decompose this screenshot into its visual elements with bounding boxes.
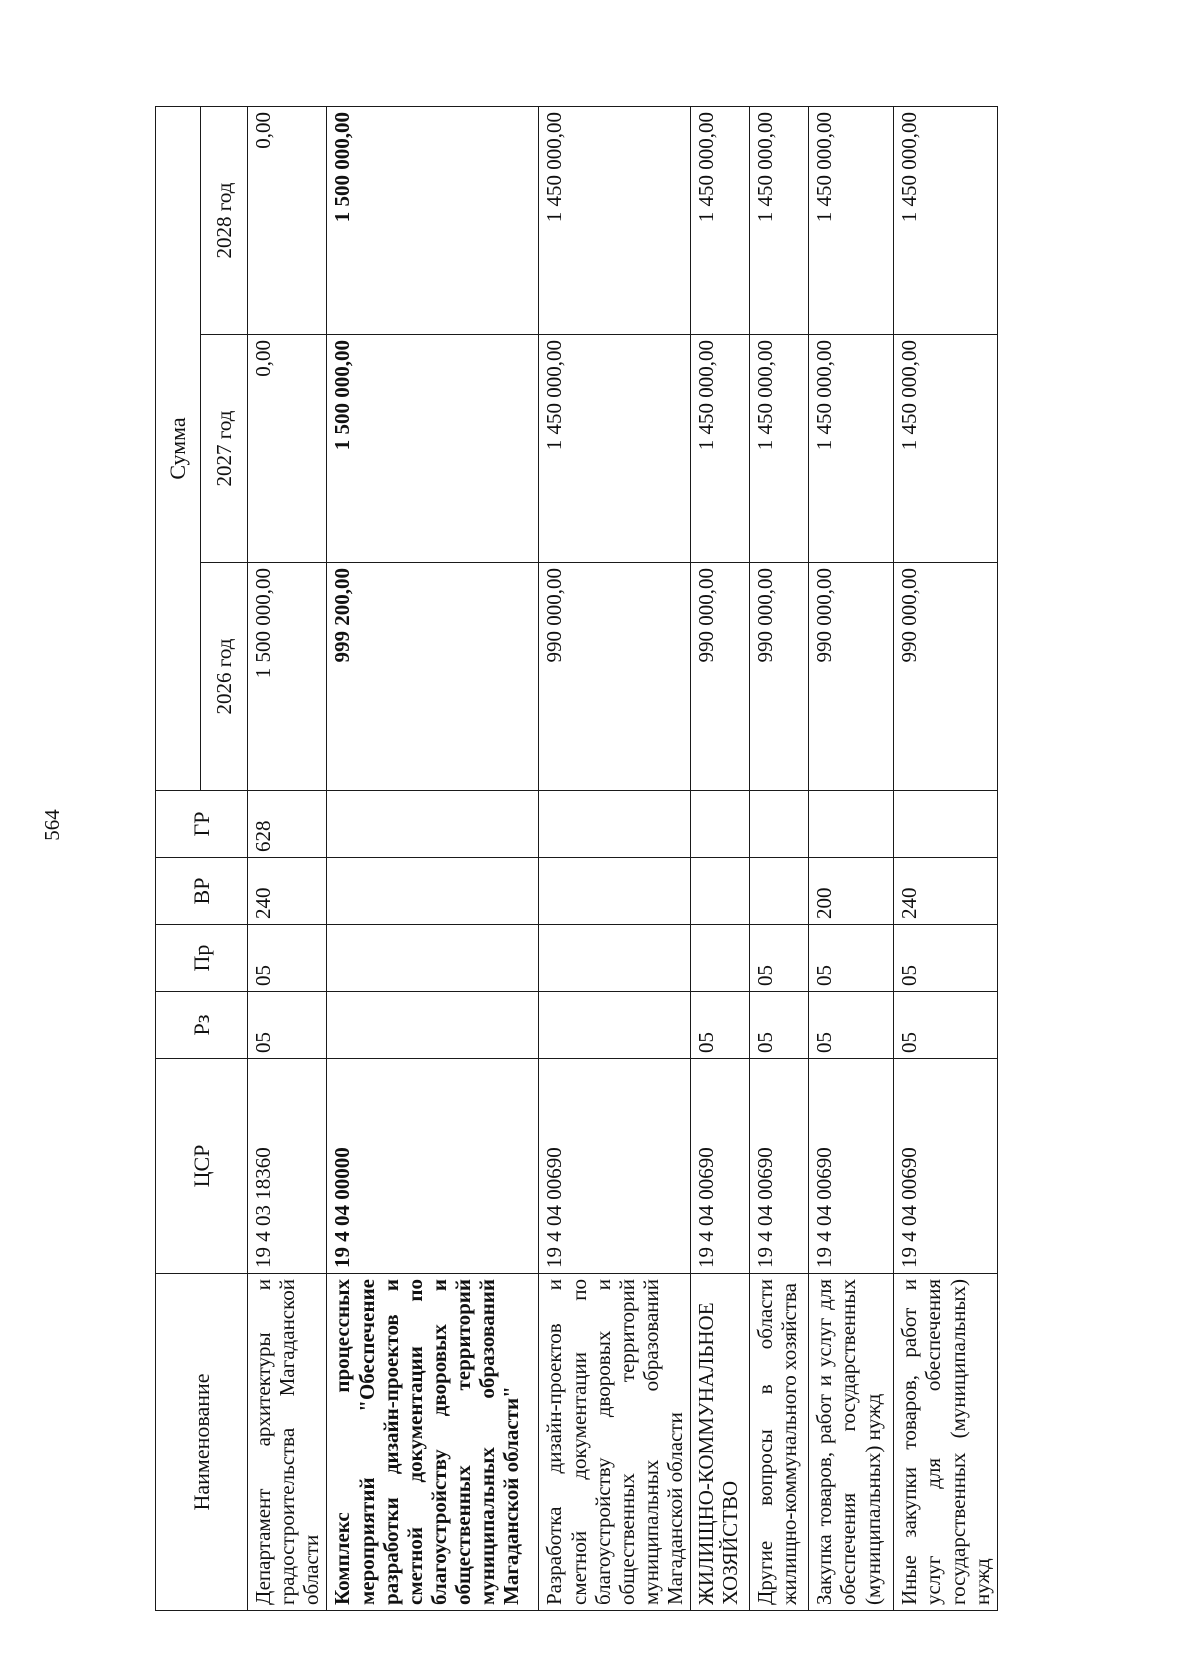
cell-sum-2028: 0,00 [248,106,327,334]
cell-sum-2026: 990 000,00 [894,563,998,791]
cell-csr: 19 4 04 00690 [809,1059,894,1274]
cell-pr [327,925,539,992]
cell-sum-2026: 1 500 000,00 [248,563,327,791]
cell-sum-2027: 1 500 000,00 [327,335,539,563]
header-year-2027: 2027 год [201,335,248,563]
cell-gr: 628 [248,791,327,858]
table-row [248,106,327,1610]
cell-sum-2027: 1 450 000,00 [539,335,691,563]
cell-vr: 200 [809,858,894,925]
cell-rz: 05 [750,992,809,1059]
page-number: 564 [40,809,64,841]
cell-csr: 19 4 04 00000 [327,1059,539,1274]
table-header [156,106,248,1610]
table-row [750,106,809,1610]
cell-sum-2028: 1 450 000,00 [691,106,750,334]
table-row [539,106,691,1610]
cell-vr: 240 [894,858,998,925]
cell-vr [750,858,809,925]
cell-vr [539,858,691,925]
cell-pr: 05 [248,925,327,992]
cell-rz [327,992,539,1059]
cell-sum-2027: 1 450 000,00 [750,335,809,563]
header-csr: ЦСР [156,1059,248,1274]
header-rz: Рз [156,992,248,1059]
cell-sum-2027: 1 450 000,00 [691,335,750,563]
cell-sum-2026: 999 200,00 [327,563,539,791]
header-year-2026: 2026 год [201,563,248,791]
cell-name: Иные закупки товаров, работ и услуг для обеспечения государственных (муниципальных) нужд [894,1274,998,1611]
header-gr: ГР [156,791,248,858]
cell-name: Разработка дизайн-проектов и сметной документации по благоустройству дворовых и общественных территорий муниципальных образований Магаданской области [539,1274,691,1611]
cell-vr: 240 [248,858,327,925]
cell-pr: 05 [809,925,894,992]
cell-rz: 05 [894,992,998,1059]
header-year-2028: 2028 год [201,106,248,334]
cell-sum-2027: 1 450 000,00 [809,335,894,563]
table-row [894,106,998,1610]
cell-csr: 19 4 04 00690 [691,1059,750,1274]
cell-sum-2026: 990 000,00 [691,563,750,791]
cell-gr [894,791,998,858]
cell-name: Другие вопросы в области жилищно-коммунального хозяйства [750,1274,809,1611]
cell-csr: 19 4 04 00690 [539,1059,691,1274]
header-sum: Сумма [156,106,201,790]
cell-vr [691,858,750,925]
cell-sum-2026: 990 000,00 [809,563,894,791]
cell-gr [691,791,750,858]
table-body [248,106,998,1610]
cell-name: ЖИЛИЩНО-КОММУНАЛЬНОЕ ХОЗЯЙСТВО [691,1274,750,1611]
cell-csr: 19 4 04 00690 [894,1059,998,1274]
table-row [327,106,539,1610]
cell-name: Закупка товаров, работ и услуг для обеспечения государственных (муниципальных) нужд [809,1274,894,1611]
cell-pr [539,925,691,992]
cell-rz: 05 [809,992,894,1059]
cell-sum-2028: 1 450 000,00 [894,106,998,334]
cell-gr [750,791,809,858]
cell-sum-2026: 990 000,00 [539,563,691,791]
table-row [691,106,750,1610]
cell-gr [539,791,691,858]
cell-gr [327,791,539,858]
cell-pr [691,925,750,992]
cell-sum-2028: 1 450 000,00 [809,106,894,334]
cell-sum-2026: 990 000,00 [750,563,809,791]
cell-csr: 19 4 03 18360 [248,1059,327,1274]
table-row [809,106,894,1610]
cell-sum-2028: 1 450 000,00 [539,106,691,334]
cell-sum-2027: 1 450 000,00 [894,335,998,563]
header-vr: ВР [156,858,248,925]
header-pr: Пр [156,925,248,992]
cell-rz: 05 [248,992,327,1059]
cell-rz: 05 [691,992,750,1059]
cell-gr [809,791,894,858]
cell-vr [327,858,539,925]
cell-name: Департамент архитектуры и градостроительства Магаданской области [248,1274,327,1611]
budget-table [155,106,998,1611]
cell-sum-2028: 1 450 000,00 [750,106,809,334]
cell-sum-2028: 1 500 000,00 [327,106,539,334]
cell-csr: 19 4 04 00690 [750,1059,809,1274]
cell-rz [539,992,691,1059]
header-name: Наименование [156,1274,248,1611]
cell-pr: 05 [894,925,998,992]
cell-pr: 05 [750,925,809,992]
cell-sum-2027: 0,00 [248,335,327,563]
cell-name: Комплекс процессных мероприятий "Обеспечение разработки дизайн-проектов и сметной документации по благоустройству дворовых и общественных территорий муниципальных образований Магаданской области" [327,1274,539,1611]
